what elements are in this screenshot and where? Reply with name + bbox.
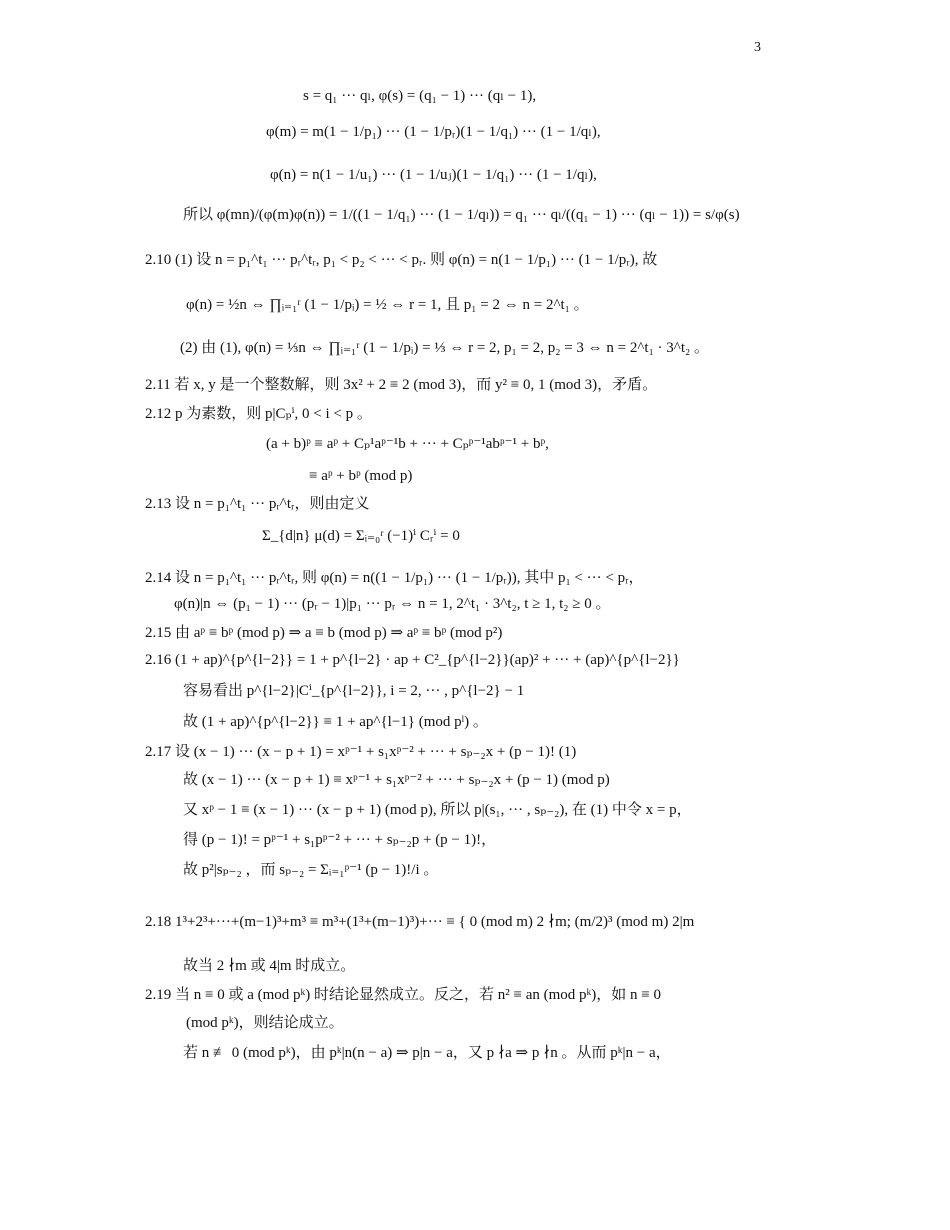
text-line: φ(m) = m(1 − 1/p₁) ··· (1 − 1/pᵣ)(1 − 1/q₁) ··· (1 − 1/qₗ), <box>266 124 601 140</box>
text-line: 故当 2 ∤m 或 4|m 时成立。 <box>183 958 356 974</box>
text-line: 2.16 (1 + ap)^{p^{l−2}} = 1 + p^{l−2} · ap + C²_{p^{l−2}}(ap)² + ··· + (ap)^{p^{l−2}} <box>145 652 680 668</box>
text-line: (a + b)ᵖ ≡ aᵖ + Cₚ¹aᵖ⁻¹b + ··· + Cₚᵖ⁻¹abᵖ⁻¹ + bᵖ, <box>266 436 549 452</box>
text-line: (2) 由 (1), φ(n) = ⅓n ⇔ ∏ᵢ₌₁ʳ (1 − 1/pᵢ) = ⅓ ⇔ r = 2, p₁ = 2, p₂ = 3 ⇔ n = 2^t₁ · 3^t₂ 。 <box>180 340 709 356</box>
text-line: 2.14 设 n = p₁^t₁ ··· pᵣ^tᵣ, 则 φ(n) = n((1 − 1/p₁) ··· (1 − 1/pᵣ)), 其中 p₁ < ··· < pᵣ， <box>145 570 644 586</box>
text-line: 2.10 (1) 设 n = p₁^t₁ ··· pᵣ^tᵣ, p₁ < p₂ < ··· < pᵣ. 则 φ(n) = n(1 − 1/p₁) ··· (1 − 1/pᵣ), 故 <box>145 252 658 268</box>
text-line: 2.11 若 x, y 是一个整数解，则 3x² + 2 ≡ 2 (mod 3)，而 y² ≡ 0, 1 (mod 3)，矛盾。 <box>145 377 658 393</box>
text-line: φ(n) = n(1 − 1/u₁) ··· (1 − 1/uⱼ)(1 − 1/q₁) ··· (1 − 1/qₗ), <box>270 167 597 183</box>
text-line: φ(n) = ½n ⇔ ∏ᵢ₌₁ʳ (1 − 1/pᵢ) = ½ ⇔ r = 1, 且 p₁ = 2 ⇔ n = 2^t₁ 。 <box>186 297 589 313</box>
text-line: 又 xᵖ − 1 ≡ (x − 1) ··· (x − p + 1) (mod p), 所以 p|(s₁, ··· , sₚ₋₂), 在 (1) 中令 x = p， <box>183 802 692 818</box>
text-line: 所以 φ(mn)/(φ(m)φ(n)) = 1/((1 − 1/q₁) ··· (1 − 1/qₗ)) = q₁ ··· qₗ/((q₁ − 1) ··· (qₗ − 1)) = s/φ(s) <box>183 207 740 223</box>
text-line: 故 (1 + ap)^{p^{l−2}} ≡ 1 + ap^{l−1} (mod pˡ) 。 <box>183 714 488 730</box>
text-line: 容易看出 p^{l−2}|Cⁱ_{p^{l−2}}, i = 2, ··· , p^{l−2} − 1 <box>183 683 525 699</box>
text-line: 2.17 设 (x − 1) ··· (x − p + 1) = xᵖ⁻¹ + s₁xᵖ⁻² + ··· + sₚ₋₂x + (p − 1)! (1) <box>145 744 577 760</box>
text-line: φ(n)|n ⇔ (p₁ − 1) ··· (pᵣ − 1)|p₁ ··· pᵣ ⇔ n = 1, 2^t₁ · 3^t₂, t ≥ 1, t₂ ≥ 0 。 <box>174 596 611 612</box>
text-line: 2.13 设 n = p₁^t₁ ··· pᵣ^tᵣ，则由定义 <box>145 496 370 512</box>
text-line: 2.19 当 n ≡ 0 或 a (mod pᵏ) 时结论显然成立。反之，若 n² ≡ an (mod pᵏ)，如 n ≡ 0 <box>145 987 661 1003</box>
text-line: s = q₁ ··· qₗ, φ(s) = (q₁ − 1) ··· (qₗ − 1), <box>303 88 537 104</box>
text-line: 得 (p − 1)! = pᵖ⁻¹ + s₁pᵖ⁻² + ··· + sₚ₋₂p + (p − 1)!， <box>183 832 497 848</box>
text-line: 2.18 1³+2³+···+(m−1)³+m³ ≡ m³+(1³+(m−1)³)+··· ≡ { 0 (mod m) 2 ∤m; (m/2)³ (mod m) 2|m <box>145 914 695 930</box>
text-line: ≡ aᵖ + bᵖ (mod p) <box>309 468 413 484</box>
text-line: 故 p²|sₚ₋₂ ，而 sₚ₋₂ = Σᵢ₌₁ᵖ⁻¹ (p − 1)!/i 。 <box>183 862 439 878</box>
text-line: 故 (x − 1) ··· (x − p + 1) ≡ xᵖ⁻¹ + s₁xᵖ⁻² + ··· + sₚ₋₂x + (p − 1) (mod p) <box>183 772 610 788</box>
text-line: (mod pᵏ)，则结论成立。 <box>186 1015 344 1031</box>
text-line: 2.15 由 aᵖ ≡ bᵖ (mod p) ⇒ a ≡ b (mod p) ⇒ aᵖ ≡ bᵖ (mod p²) <box>145 625 503 641</box>
text-line: 2.12 p 为素数，则 p|Cₚⁱ, 0 < i < p 。 <box>145 406 372 422</box>
page-number: 3 <box>754 40 761 55</box>
text-line: 若 n ≢ 0 (mod pᵏ)，由 pᵏ|n(n − a) ⇒ p|n − a，又 p ∤a ⇒ p ∤n 。从而 pᵏ|n − a， <box>183 1045 671 1061</box>
text-line: Σ_{d|n} μ(d) = Σᵢ₌₀ʳ (−1)ⁱ Cᵣⁱ = 0 <box>262 528 460 544</box>
